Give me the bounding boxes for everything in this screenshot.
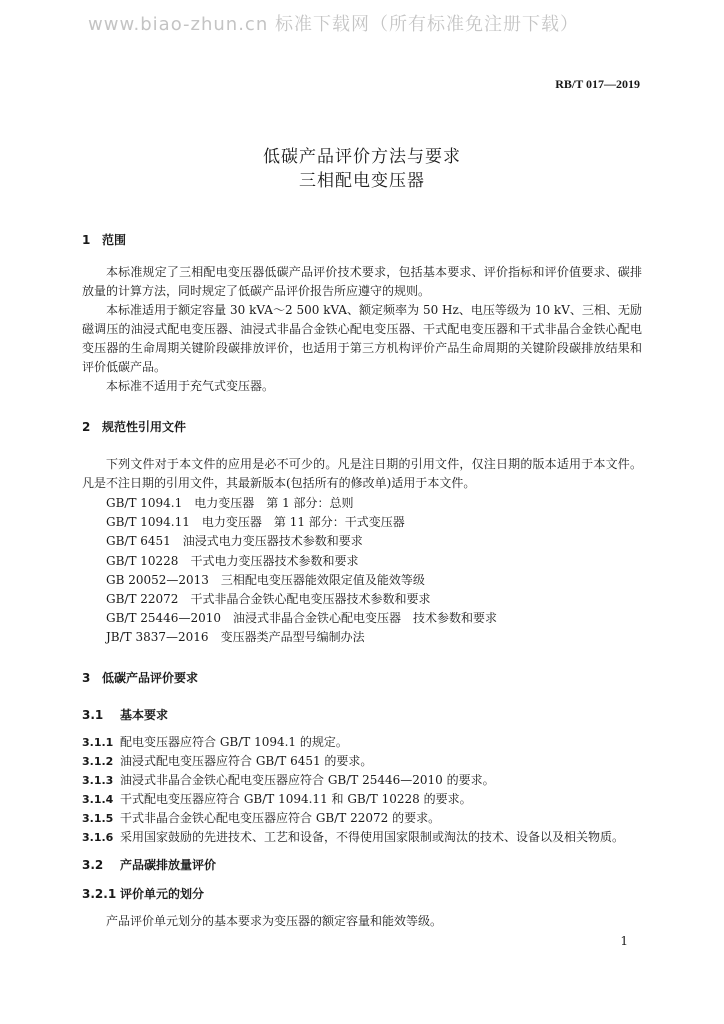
section-1-heading [82,231,126,248]
clause-3-1-6 [82,828,624,845]
section-title: 范围 [102,233,127,247]
section-number: 3 [82,671,91,685]
clause-text: 油浸式配电变压器应符合 GB/T 6451 的要求。 [120,754,373,768]
section-title: 规范性引用文件 [102,420,187,434]
clause-3-1-5 [82,809,440,826]
clause-text: 配电变压器应符合 GB/T 1094.1 的规定。 [120,735,348,749]
reference-item: GB/T 1094.11 电力变压器 第 11 部分：干式变压器 [106,515,405,530]
section-2-intro [82,455,642,493]
clause-number: 3.1.6 [82,831,114,844]
clause-text: 干式配电变压器应符合 GB/T 1094.11 和 GB/T 10228 的要求。 [120,792,472,806]
reference-item: GB/T 6451 油浸式电力变压器技术参数和要求 [106,534,363,549]
reference-item: GB/T 25446—2010 油浸式非晶合金铁心配电变压器 技术参数和要求 [106,611,497,626]
reference-item: GB 20052—2013 三相配电变压器能效限定值及能效等级 [106,572,425,587]
paragraph: 产品评价单元划分的基本要求为变压器的额定容量和能效等级。 [106,914,443,928]
subsection-title: 评价单元的划分 [120,887,205,901]
section-3-heading [82,669,198,686]
clause-3-1-4 [82,790,472,807]
subsection-3-2-1-body [82,912,642,931]
subsection-number: 3.2 [82,858,104,872]
clause-number: 3.1.5 [82,812,114,825]
document-subtitle: 三相配电变压器 [299,171,425,191]
reference-item: GB/T 10228 干式电力变压器技术参数和要求 [106,553,359,568]
subsection-title: 产品碳排放量评价 [120,858,217,872]
subsection-3-2-1-heading [82,885,204,902]
clause-number: 3.1.4 [82,793,114,806]
paragraph: 本标准适用于额定容量 30 kVA～2 500 kVA、额定频率为 50 Hz、电压等级为 10 kV、三相、无励磁调压的油浸式配电变压器、油浸式非晶合金铁心配电变压器、干式配电变压器和干式非晶合金铁心配电变压器的生命周期关键阶段碳排放评价，也适用于第三方机构评价产品生命周期的关键阶段碳排放结果和评价低碳产品。 [82,303,642,374]
section-2-heading [82,418,186,435]
clause-3-1-1 [82,733,348,750]
subsection-number: 3.2.1 [82,887,117,901]
document-title: 低碳产品评价方法与要求 [263,147,461,167]
clause-number: 3.1.3 [82,774,114,787]
subsection-title: 基本要求 [120,708,169,722]
paragraph: 下列文件对于本文件的应用是必不可少的。凡是注日期的引用文件，仅注日期的版本适用于本文件。凡是不注日期的引用文件，其最新版本(包括所有的修改单)适用于本文件。 [82,457,642,490]
section-number: 1 [82,233,91,247]
standard-code: RB/T 017—2019 [555,77,640,91]
clause-3-1-2 [82,752,372,769]
clause-number: 3.1.1 [82,736,114,749]
clause-text: 干式非晶合金铁心配电变压器应符合 GB/T 22072 的要求。 [120,811,441,825]
clause-text: 采用国家鼓励的先进技术、工艺和设备，不得使用国家限制或淘汰的技术、设备以及相关物质。 [120,830,625,844]
subsection-number: 3.1 [82,708,104,722]
page-number: 1 [620,934,628,948]
watermark: www.biao-zhun.cn 标准下载网（所有标准免注册下载） [88,14,579,35]
subsection-3-2-heading [82,856,216,873]
paragraph: 本标准不适用于充气式变压器。 [106,379,275,393]
reference-item: GB/T 22072 干式非晶合金铁心配电变压器技术参数和要求 [106,592,431,607]
section-number: 2 [82,420,91,434]
clause-number: 3.1.2 [82,755,114,768]
clause-text: 油浸式非晶合金铁心配电变压器应符合 GB/T 25446—2010 的要求。 [120,773,495,787]
reference-item: JB/T 3837—2016 变压器类产品型号编制办法 [106,630,365,645]
normative-references-list [106,494,497,648]
paragraph: 本标准规定了三相配电变压器低碳产品评价技术要求，包括基本要求、评价指标和评价值要求、碳排放量的计算方法，同时规定了低碳产品评价报告所应遵守的规则。 [82,265,642,298]
section-1-body [82,263,642,396]
clause-3-1-3 [82,771,495,788]
section-title: 低碳产品评价要求 [102,671,199,685]
reference-item: GB/T 1094.1 电力变压器 第 1 部分：总则 [106,496,354,510]
subsection-3-1-heading [82,706,168,723]
